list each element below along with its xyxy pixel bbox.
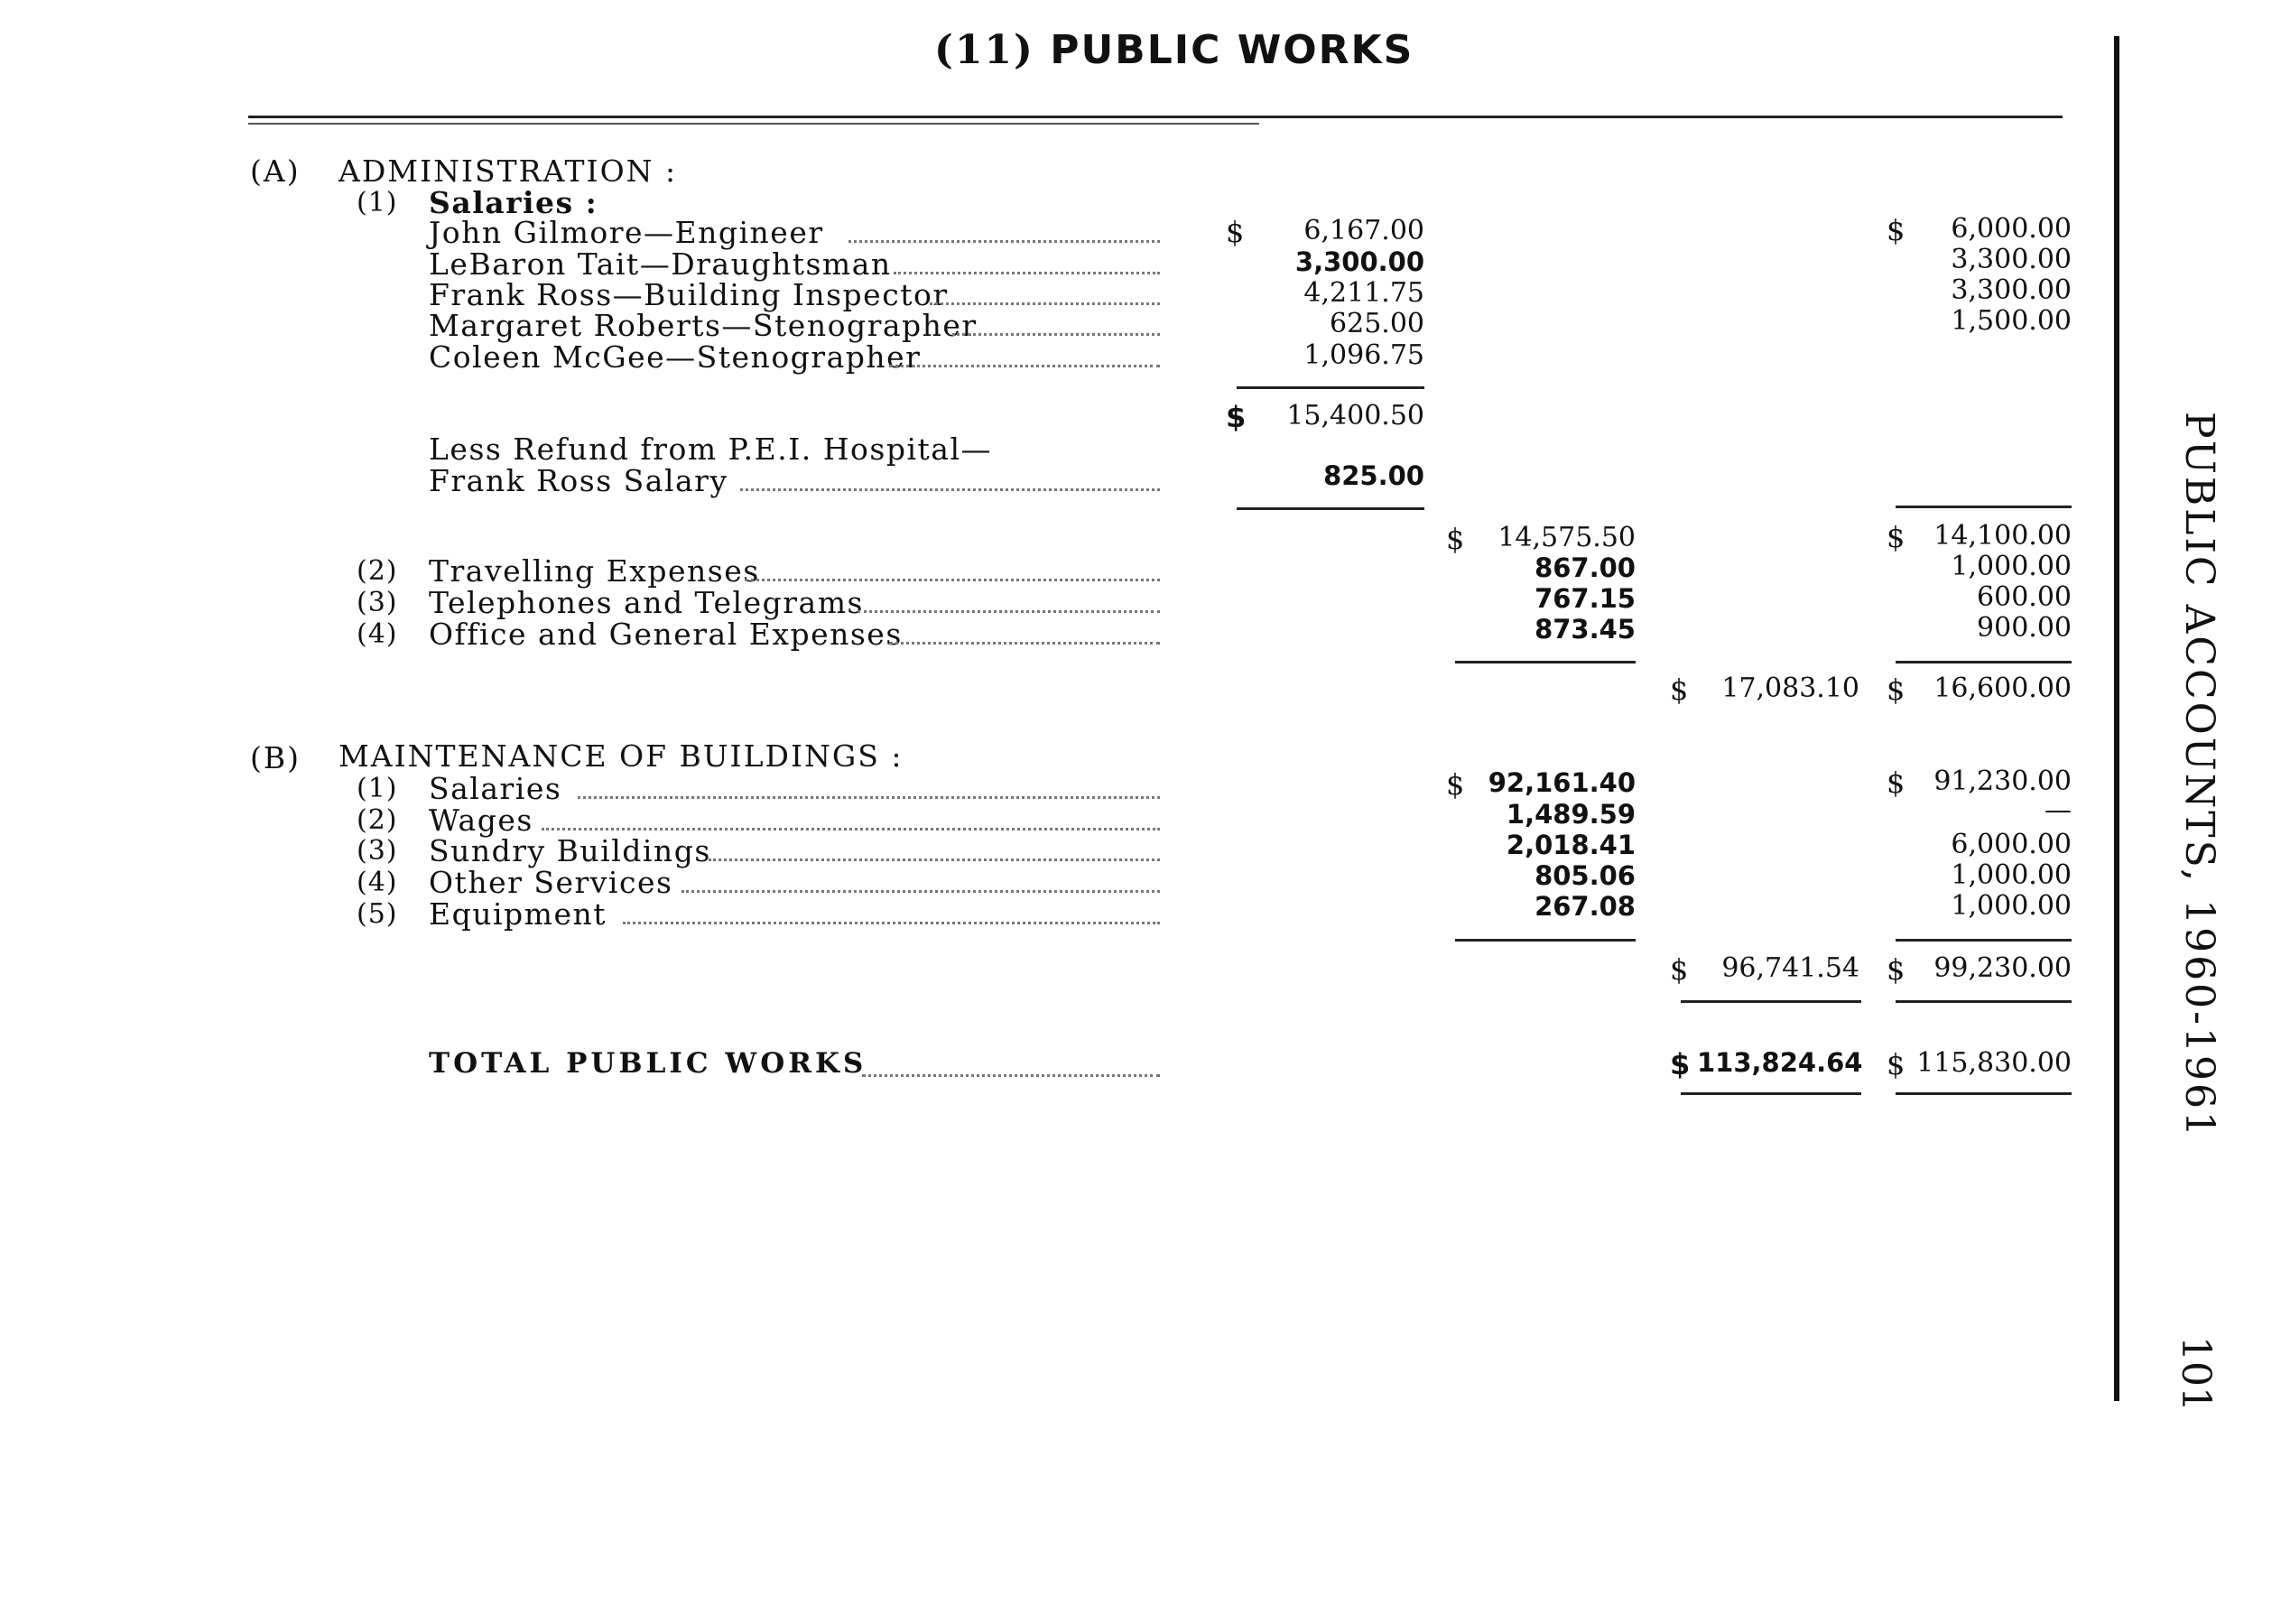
item-amount: 867.00 xyxy=(1535,552,1636,583)
salaries-subtotal: 15,400.50 xyxy=(1286,400,1424,432)
currency-sign: $ xyxy=(1887,1047,1905,1081)
leader-dots xyxy=(709,858,1160,861)
item-amount: 873.45 xyxy=(1535,614,1636,645)
leader-dots xyxy=(889,365,1160,367)
title-text: PUBLIC WORKS xyxy=(1050,27,1414,73)
item-number: (4) xyxy=(357,618,398,650)
staff-estimate: 1,500.00 xyxy=(1951,305,2072,337)
margin-rule xyxy=(2114,36,2119,1401)
currency-sign: $ xyxy=(1887,952,1905,987)
estimate-rule xyxy=(1896,661,2072,664)
refund-rule xyxy=(1237,507,1424,510)
refund-line-1: Less Refund from P.E.I. Hospital— xyxy=(429,432,993,467)
leader-dots xyxy=(745,579,1160,581)
item-estimate: 600.00 xyxy=(1977,581,2072,613)
item-label: Sundry Buildings xyxy=(429,833,711,868)
item-label: Salaries xyxy=(429,771,562,806)
grand-total-label: TOTAL PUBLIC WORKS xyxy=(429,1047,867,1080)
salaries-number: (1) xyxy=(357,187,398,218)
currency-sign: $ xyxy=(1670,1047,1691,1081)
maint-total: 96,741.54 xyxy=(1721,952,1859,984)
item-estimate: 1,000.00 xyxy=(1951,859,2072,891)
admin-total: 17,083.10 xyxy=(1721,673,1859,704)
staff-amount: 6,167.00 xyxy=(1303,215,1424,246)
item-label: Equipment xyxy=(429,896,607,932)
item-amount: 92,161.40 xyxy=(1488,767,1636,798)
staff-name: John Gilmore—Engineer xyxy=(429,215,824,250)
item-number: (3) xyxy=(357,587,398,618)
staff-estimate: 3,300.00 xyxy=(1951,244,2072,275)
leader-dots xyxy=(682,890,1160,893)
leader-dots xyxy=(894,272,1160,274)
section-b-letter: (B) xyxy=(250,740,301,775)
staff-amount: 4,211.75 xyxy=(1303,277,1424,309)
admin-total-estimate: 16,600.00 xyxy=(1933,673,2072,704)
item-estimate: 1,000.00 xyxy=(1951,551,2072,582)
staff-name: Margaret Roberts—Stenographer xyxy=(429,308,978,343)
leader-dots xyxy=(848,240,1160,243)
estimate-rule xyxy=(1896,1092,2072,1095)
grand-total-estimate: 115,830.00 xyxy=(1916,1047,2072,1079)
item-label: Other Services xyxy=(429,865,673,900)
item-number: (1) xyxy=(357,773,398,804)
staff-name: LeBaron Tait—Draughtsman xyxy=(429,246,892,282)
leader-dots xyxy=(952,333,1160,336)
salaries-heading: Salaries : xyxy=(429,185,598,220)
currency-sign: $ xyxy=(1670,952,1689,987)
currency-sign: $ xyxy=(1226,400,1247,434)
top-rule xyxy=(248,116,2063,118)
item-number: (2) xyxy=(357,804,398,836)
section-a-heading: ADMINISTRATION : xyxy=(338,153,678,189)
leader-dots xyxy=(862,1074,1160,1077)
item-estimate: 1,000.00 xyxy=(1951,890,2072,922)
grand-total: 113,824.64 xyxy=(1697,1047,1863,1078)
currency-sign: $ xyxy=(1887,520,1905,554)
item-label: Wages xyxy=(429,803,533,838)
staff-name: Frank Ross—Building Inspector xyxy=(429,277,949,312)
net-salaries: 14,575.50 xyxy=(1497,522,1636,553)
leader-dots xyxy=(578,796,1160,799)
maint-total-rule xyxy=(1681,1000,1861,1003)
refund-line-2: Frank Ross Salary xyxy=(429,463,728,498)
page-title xyxy=(934,27,1414,73)
item-label: Office and General Expenses xyxy=(429,617,903,652)
item-number: (5) xyxy=(357,898,398,930)
admin-sum-rule xyxy=(1455,661,1636,664)
item-estimate: 6,000.00 xyxy=(1951,829,2072,860)
currency-sign: $ xyxy=(1670,673,1689,707)
leader-dots xyxy=(623,922,1160,924)
item-amount: 1,489.59 xyxy=(1506,799,1636,830)
side-title: PUBLIC ACCOUNTS, 1960-1961 xyxy=(2176,412,2222,1139)
page-number: 101 xyxy=(2173,1336,2219,1412)
maint-sum-rule xyxy=(1455,939,1636,942)
section-b-heading: MAINTENANCE OF BUILDINGS : xyxy=(338,738,904,774)
item-estimate: — xyxy=(2045,794,2072,826)
leader-dots xyxy=(542,828,1160,831)
leader-dots xyxy=(858,610,1160,613)
maint-total-estimate: 99,230.00 xyxy=(1933,952,2072,984)
currency-sign: $ xyxy=(1226,215,1245,249)
staff-estimate: 3,300.00 xyxy=(1951,274,2072,306)
item-label: Telephones and Telegrams xyxy=(429,585,864,620)
title-number: (11) xyxy=(934,27,1034,73)
currency-sign: $ xyxy=(1446,767,1465,802)
staff-estimate: 6,000.00 xyxy=(1951,213,2072,245)
item-number: (2) xyxy=(357,555,398,587)
staff-amount: 625.00 xyxy=(1330,308,1424,339)
currency-sign: $ xyxy=(1887,766,1905,800)
estimate-rule xyxy=(1896,939,2072,942)
top-rule-thin xyxy=(248,123,1259,125)
item-amount: 2,018.41 xyxy=(1506,830,1636,860)
section-a-letter: (A) xyxy=(250,153,301,189)
leader-dots xyxy=(930,302,1160,305)
leader-dots xyxy=(889,642,1160,645)
item-amount: 767.15 xyxy=(1535,583,1636,614)
staff-name: Coleen McGee—Stenographer xyxy=(429,339,922,375)
grand-total-rule xyxy=(1681,1092,1861,1095)
estimate-rule xyxy=(1896,506,2072,508)
item-estimate: 900.00 xyxy=(1977,612,2072,644)
staff-amount: 1,096.75 xyxy=(1303,339,1424,371)
subtotal-rule xyxy=(1237,386,1424,389)
currency-sign: $ xyxy=(1887,673,1905,707)
net-salaries-estimate: 14,100.00 xyxy=(1933,520,2072,552)
item-label: Travelling Expenses xyxy=(429,553,760,589)
item-estimate: 91,230.00 xyxy=(1933,766,2072,797)
item-amount: 805.06 xyxy=(1535,860,1636,891)
currency-sign: $ xyxy=(1446,522,1465,556)
item-number: (4) xyxy=(357,867,398,898)
leader-dots xyxy=(740,488,1160,491)
item-number: (3) xyxy=(357,835,398,867)
estimate-rule xyxy=(1896,1000,2072,1003)
item-amount: 267.08 xyxy=(1535,891,1636,922)
currency-sign: $ xyxy=(1887,213,1905,247)
staff-amount: 3,300.00 xyxy=(1294,246,1424,277)
refund-amount: 825.00 xyxy=(1323,460,1424,491)
